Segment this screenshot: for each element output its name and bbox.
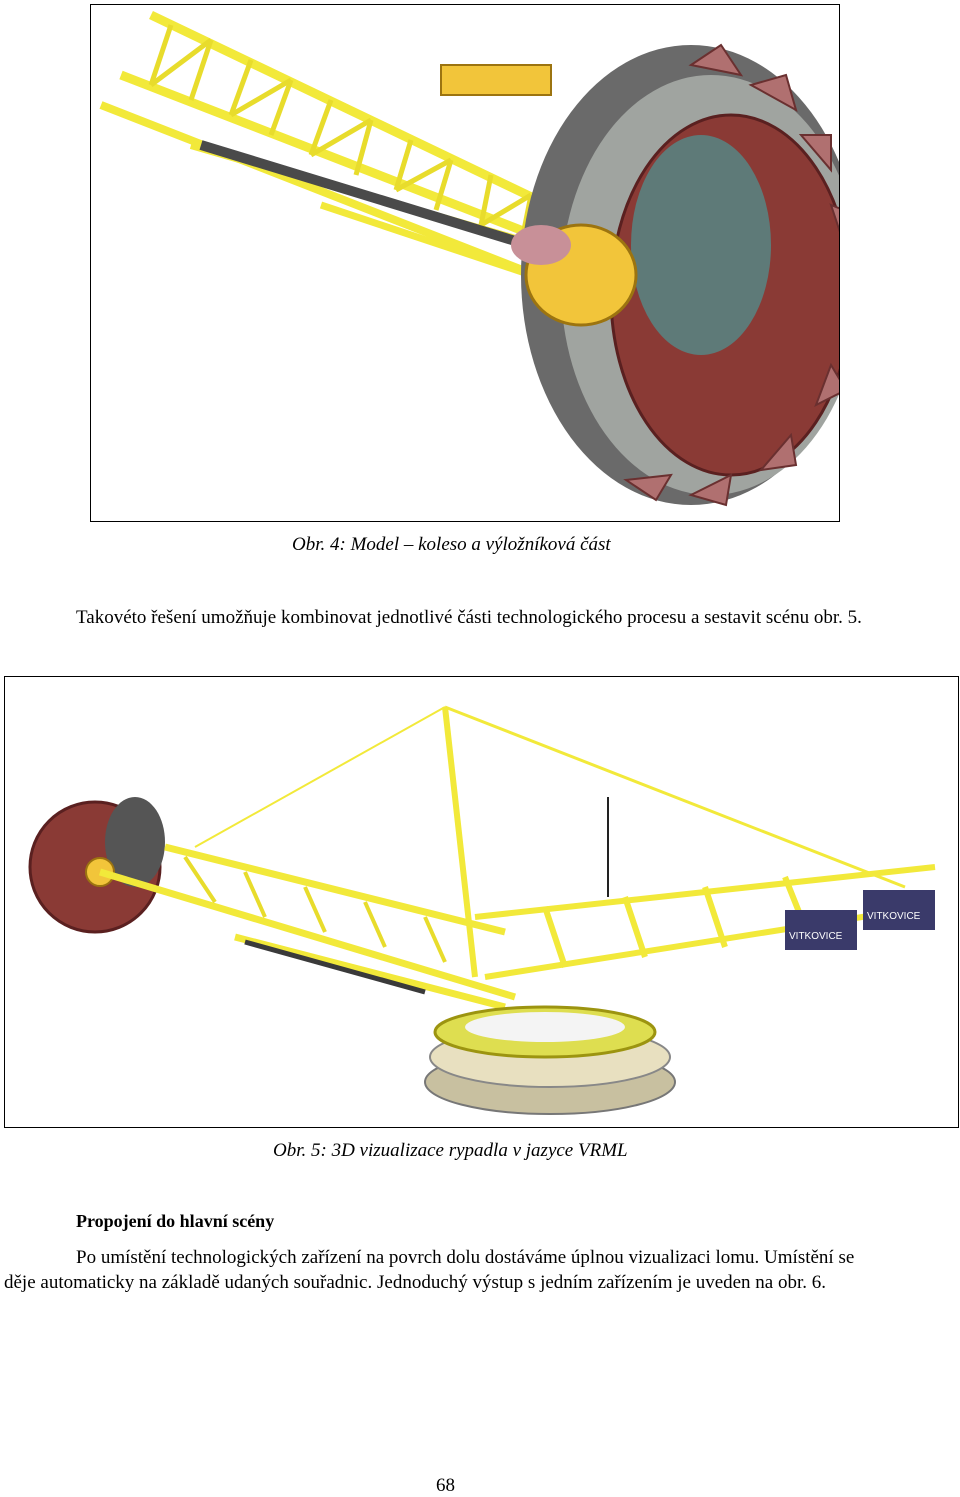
paragraph-line: Po umístění technologických zařízení na povrch dolu dostáváme úplnou vizualizaci lomu. Umístění se [76,1247,855,1268]
page-number: 68 [436,1475,455,1496]
vitkovice-sign-2 [863,890,935,930]
svg-text:VITKOVICE: VITKOVICE [789,931,843,942]
bucket-wheel-illustration [91,5,839,521]
figure-caption: Obr. 4: Model – koleso a výložníková část [292,534,611,555]
conveyor-belt [201,145,561,255]
vitkovice-sign-1 [785,910,857,950]
boom-bracket [441,65,551,95]
excavator-illustration [5,677,958,1127]
excavator-boom [100,847,515,1007]
mast [445,707,475,977]
svg-text:VITKOVICE: VITKOVICE [867,911,921,922]
figure-bucket-wheel-model [90,4,840,522]
paragraph-line: děje automaticky na základě udaných souřadnic. Jednoduchý výstup s jedním zařízením je uveden na obr. 6. [4,1272,827,1293]
lower-conveyor [245,942,425,992]
section-heading: Propojení do hlavní scény [76,1211,275,1231]
figure-caption: Obr. 5: 3D vizualizace rypadla v jazyce VRML [273,1140,628,1161]
small-bucket-wheel [30,797,165,932]
paragraph: Takovéto řešení umožňuje kombinovat jednotlivé části technologického procesu a sestavit scénu obr. 5. [76,607,862,628]
cable [445,707,905,887]
figure-vrml-excavator [4,676,959,1128]
turntable-base [425,1007,675,1114]
